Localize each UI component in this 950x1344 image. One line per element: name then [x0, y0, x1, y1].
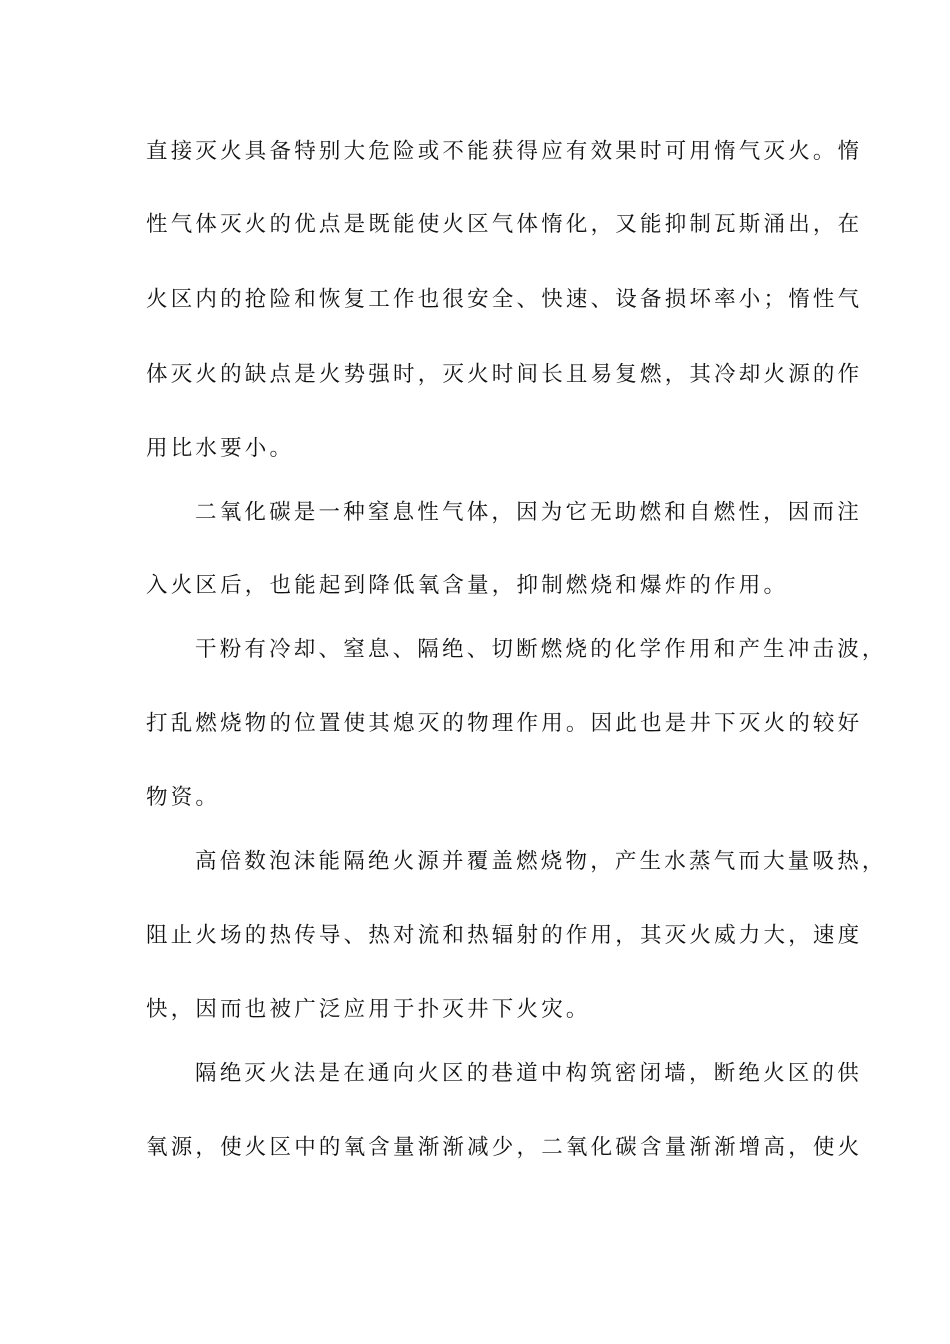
paragraph-line: 入火区后，也能起到降低氧含量，抑制燃烧和爆炸的作用。	[146, 573, 789, 598]
paragraph-line: 二氧化碳是一种窒息性气体，因为它无助燃和自燃性，因而注	[195, 500, 862, 525]
paragraph-line: 用比水要小。	[146, 436, 295, 461]
paragraph-line: 火区内的抢险和恢复工作也很安全、快速、设备损坏率小；惰性气	[146, 287, 863, 312]
paragraph-line: 体灭火的缺点是火势强时，灭火时间长且易复燃，其冷却火源的作	[146, 362, 863, 387]
paragraph-line: 氧源，使火区中的氧含量渐渐减少，二氧化碳含量渐渐增高，使火	[146, 1135, 863, 1160]
paragraph-line: 干粉有冷却、窒息、隔绝、切断燃烧的化学作用和产生冲击波，	[195, 637, 887, 662]
paragraph-line: 高倍数泡沫能隔绝火源并覆盖燃烧物，产生水蒸气而大量吸热，	[195, 849, 887, 874]
paragraph-line: 快，因而也被广泛应用于扑灭井下火灾。	[146, 997, 591, 1022]
paragraph-line: 阻止火场的热传导、热对流和热辐射的作用，其灭火威力大，速度	[146, 923, 863, 948]
paragraph-line: 直接灭火具备特别大危险或不能获得应有效果时可用惰气灭火。惰	[146, 139, 863, 164]
paragraph-line: 物资。	[146, 785, 221, 810]
paragraph-line: 性气体灭火的优点是既能使火区气体惰化，又能抑制瓦斯涌出，在	[146, 212, 863, 237]
paragraph-line: 隔绝灭火法是在通向火区的巷道中构筑密闭墙，断绝火区的供	[195, 1061, 862, 1086]
paragraph-line: 打乱燃烧物的位置使其熄灭的物理作用。因此也是井下灭火的较好	[146, 711, 863, 736]
